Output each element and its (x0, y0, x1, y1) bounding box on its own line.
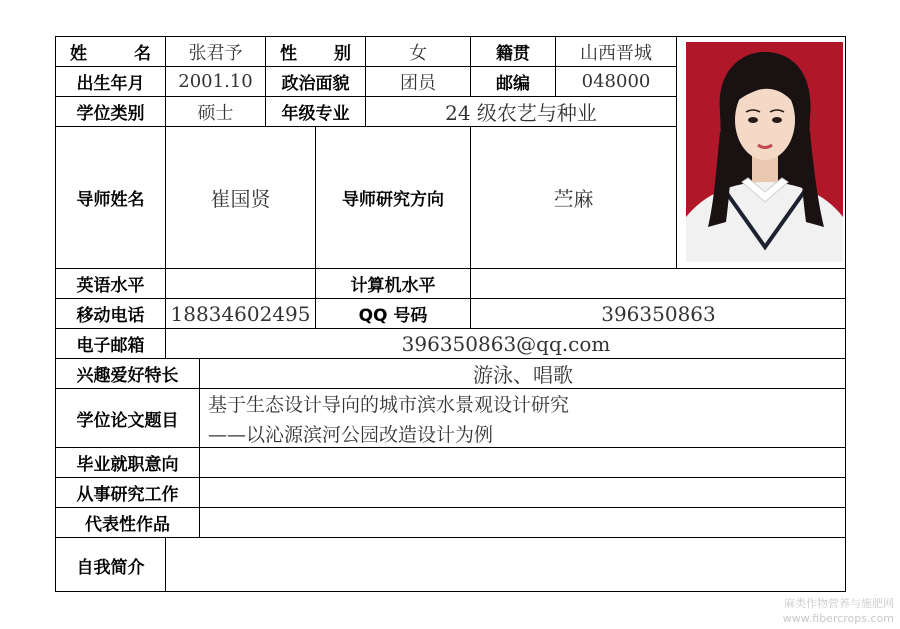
thesis-label: 学位论文题目 (76, 410, 179, 431)
site-watermark (783, 596, 894, 626)
qq-label: QQ 号码 (358, 306, 428, 326)
thesis-subtitle-line: ——以沁源滨河公园改造设计为例 (208, 424, 494, 446)
qq-value: 396350863 (601, 301, 716, 326)
gender-value: 女 (409, 42, 427, 64)
name-label (56, 37, 165, 66)
research-work-label: 从事研究工作 (76, 485, 179, 505)
career-intent-label: 毕业就职意向 (76, 455, 179, 475)
self-intro-value (166, 538, 846, 592)
gender-label-char: 性 (280, 44, 297, 64)
thesis-title-line: 基于生态设计导向的城市滨水景观设计研究 (208, 394, 570, 416)
email-value: 396350863@qq.com (401, 331, 611, 356)
grade-major-label: 年级专业 (281, 104, 350, 124)
advisor-direction-value: 苎麻 (553, 187, 594, 211)
watermark-line: www.fibercrops.com (782, 612, 894, 625)
name-label-char: 名 (134, 44, 151, 64)
portrait-photo (686, 42, 843, 262)
career-intent-value (200, 448, 846, 477)
computer-level-value (471, 269, 846, 298)
name-value: 张君予 (188, 42, 243, 64)
degree-label: 学位类别 (76, 104, 145, 124)
works-value (200, 508, 846, 537)
email-label: 电子邮箱 (76, 336, 145, 356)
advisor-direction-label: 导师研究方向 (342, 190, 444, 210)
works-label: 代表性作品 (85, 515, 170, 535)
col-divider (676, 36, 677, 268)
native-place-value: 山西晋城 (580, 42, 652, 64)
phone-label: 移动电话 (76, 306, 145, 326)
politics-value: 团员 (400, 72, 436, 94)
hobby-label: 兴趣爱好特长 (76, 366, 179, 386)
advisor-value: 崔国贤 (210, 187, 271, 211)
politics-label: 政治面貌 (281, 74, 350, 94)
grade-major-value: 24 级农艺与种业 (445, 101, 597, 125)
advisor-label: 导师姓名 (76, 190, 145, 210)
birth-label: 出生年月 (76, 74, 145, 94)
thesis-title (208, 390, 838, 450)
postcode-label: 邮编 (496, 74, 530, 94)
hobby-value: 游泳、唱歌 (473, 363, 573, 387)
self-intro-label: 自我简介 (76, 557, 145, 578)
birth-value: 2001.10 (178, 71, 253, 92)
portrait-illustration (686, 42, 843, 262)
english-level-value (166, 269, 315, 298)
research-work-value (200, 478, 846, 507)
gender-label-char: 别 (334, 44, 351, 64)
gender-label (266, 37, 365, 66)
degree-value: 硕士 (197, 102, 234, 124)
phone-value: 18834602495 (170, 301, 311, 326)
native-place-label: 籍贯 (496, 44, 530, 64)
english-level-label: 英语水平 (76, 276, 145, 296)
computer-level-label: 计算机水平 (350, 276, 436, 296)
name-label-char: 姓 (70, 44, 87, 64)
postcode-value: 048000 (581, 71, 651, 92)
watermark-line: 麻类作物营养与施肥网 (784, 597, 894, 610)
